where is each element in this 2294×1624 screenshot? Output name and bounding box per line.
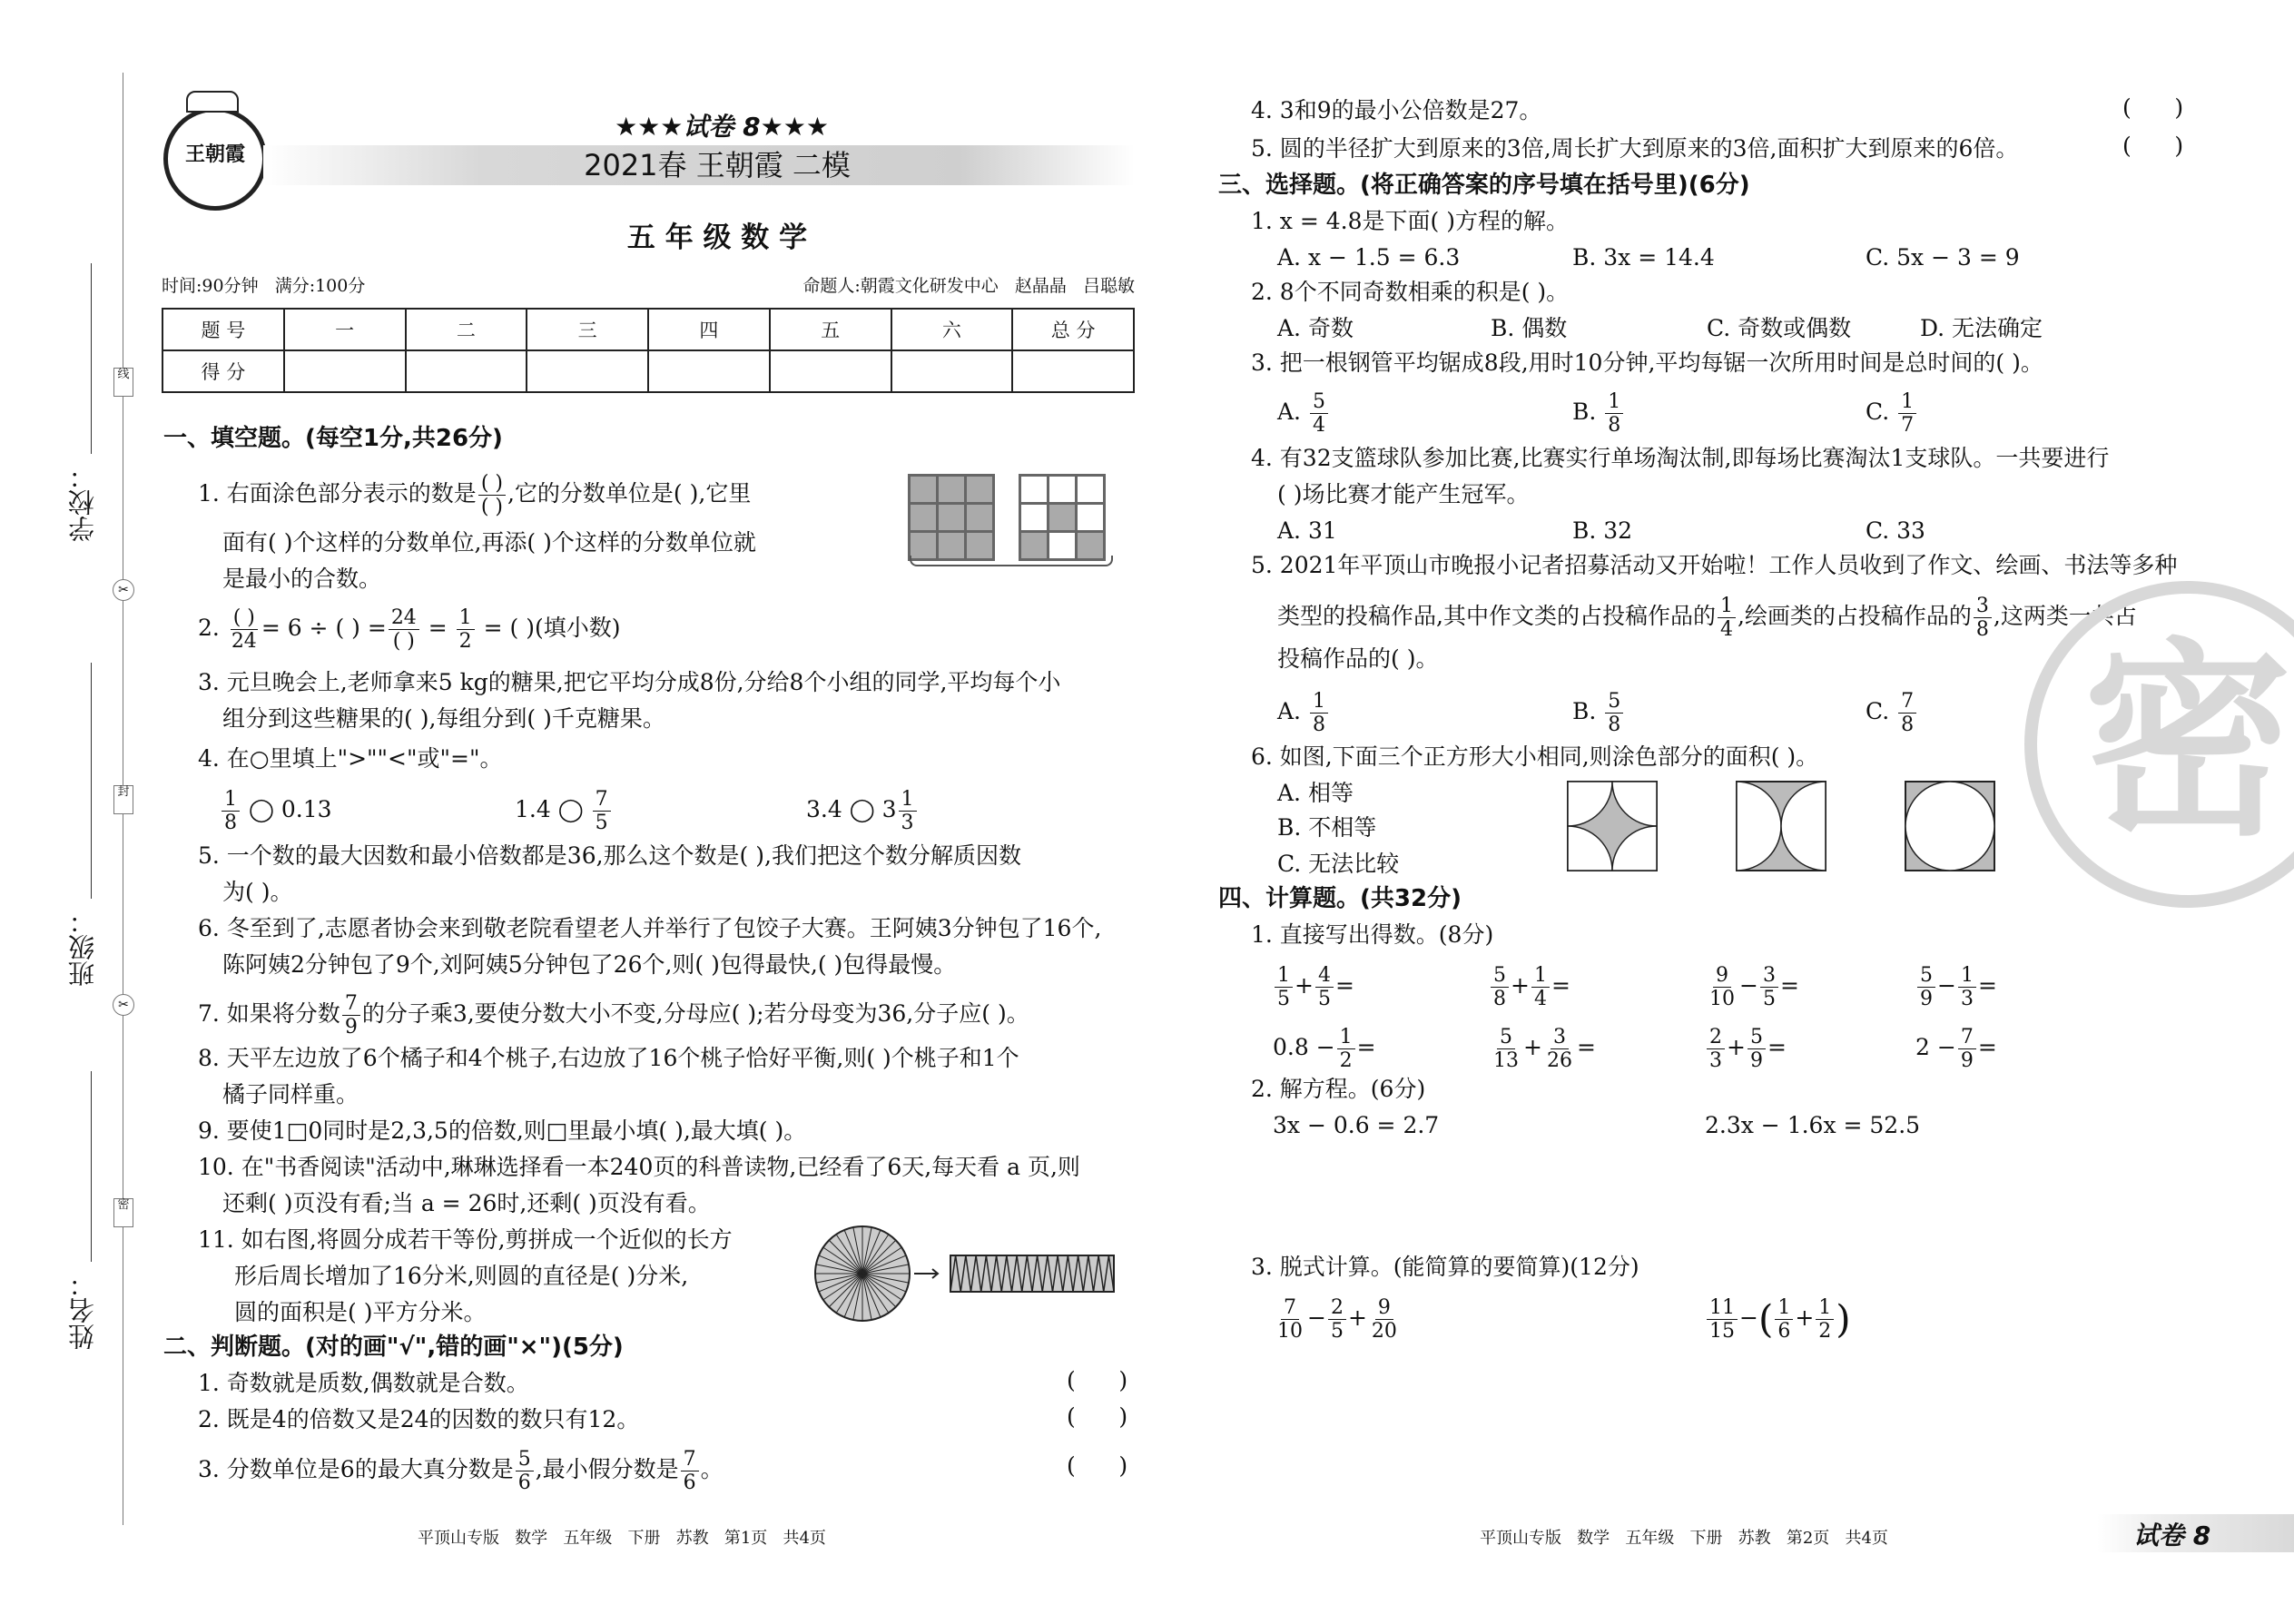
choice-2-d[interactable]: D. 无法确定	[1920, 315, 2043, 341]
score-cell: 三	[527, 309, 648, 350]
circle-to-rectangle-figure	[812, 1224, 1121, 1324]
square-figure-3	[1905, 781, 1995, 871]
score-input-cell[interactable]	[891, 350, 1013, 392]
choice-1: 1. x = 4.8是下面( )方程的解。	[1251, 208, 1569, 234]
compare-1[interactable]: $\frac{1}{8}$ ◯ 0.13	[220, 788, 332, 834]
shaded-grid-partial	[1019, 474, 1106, 561]
school-underline	[91, 263, 92, 454]
score-cell: 得 分	[162, 350, 284, 392]
crown-icon	[186, 91, 239, 113]
q1-text-a: 1. 右面涂色部分表示的数是	[198, 480, 477, 507]
choice-3-b[interactable]: B. $\frac{1}{8}$	[1572, 390, 1625, 437]
footer-right: 平顶山专版 数学 五年级 下册 苏教 第2页 共4页	[1480, 1529, 1888, 1548]
blank-fraction[interactable]: $\frac{( )}{24}$	[231, 606, 257, 653]
question-1-1-line3: 是最小的合数。	[222, 566, 382, 592]
calc-item[interactable]: $\frac{5}{8}$ + $\frac{1}{4}$ =	[1489, 964, 1570, 1010]
answer-paren[interactable]: ( )	[1067, 1452, 1128, 1479]
logo-text: 王朝霞	[184, 143, 245, 166]
score-cell: 四	[648, 309, 770, 350]
section-heading-4: 四、计算题。(共32分)	[1218, 885, 1462, 912]
section-heading-2: 二、判断题。(对的画"√",错的画"×")(5分)	[163, 1334, 624, 1361]
score-cell: 一	[284, 309, 406, 350]
calc-2-heading: 2. 解方程。(6分)	[1251, 1076, 1426, 1102]
calc-item[interactable]: $\frac{11}{15}$ −( $\frac{1}{6}$ + $\frac{1}{2}$ )	[1705, 1296, 1851, 1343]
choice-4: 4. 有32支篮球队参加比赛,比赛实行单场淘汰制,即每场比赛淘汰1支球队。一共要进行	[1251, 445, 2110, 471]
choice-5-b[interactable]: B. $\frac{5}{8}$	[1572, 690, 1625, 736]
question-1-4: 4. 在○里填上">""<"或"="。	[198, 745, 503, 772]
scissor-icon: ✂	[113, 994, 134, 1016]
school-label: 学校：	[67, 463, 98, 542]
score-cell: 六	[891, 309, 1013, 350]
q2-tail: ( )(填小数)	[509, 615, 621, 641]
choice-2: 2. 8个不同奇数相乘的积是( )。	[1251, 279, 1570, 305]
seal-seal-mark: 封	[113, 785, 133, 814]
calc-item[interactable]: 2 − $\frac{7}{9}$ =	[1915, 1026, 1997, 1072]
score-cell: 题 号	[162, 309, 284, 350]
question-1-8-line2: 橘子同样重。	[222, 1081, 359, 1107]
fraction-half: $\frac{1}{2}$	[457, 606, 475, 653]
score-input-cell[interactable]	[648, 350, 770, 392]
judge-1: 1. 奇数就是质数,偶数就是合数。	[198, 1370, 529, 1396]
exam-number: ★★★试卷 8★★★	[615, 112, 829, 142]
score-cell: 总 分	[1012, 309, 1134, 350]
judge-3: 3. 分数单位是6的最大真分数是 $\frac{5}{6}$ ,最小假分数是 $\frac{7}{6}$ 。	[198, 1448, 724, 1494]
subject-title: 五 年 级 数 学	[626, 221, 808, 254]
section-heading-3: 三、选择题。(将正确答案的序号填在括号里)(6分)	[1218, 172, 1750, 199]
calc-3-heading: 3. 脱式计算。(能简算的要简算)(12分)	[1251, 1254, 1639, 1280]
choice-5-a[interactable]: A. $\frac{1}{8}$	[1277, 690, 1330, 736]
answer-paren[interactable]: ( )	[2122, 133, 2184, 159]
choice-2-b[interactable]: B. 偶数	[1491, 315, 1568, 341]
question-1-7: 7. 如果将分数 $\frac{7}{9}$ 的分子乘3,要使分数大小不变,分母应( );若分母变为36,分子应( )。	[198, 992, 1029, 1038]
seal-line-mark: 线	[113, 368, 133, 397]
answer-paren[interactable]: ( )	[1067, 1367, 1128, 1393]
answer-paren[interactable]: ( )	[2122, 94, 2184, 121]
choice-4-c[interactable]: C. 33	[1866, 517, 1925, 544]
judge-2: 2. 既是4的倍数又是24的因数的数只有12。	[198, 1406, 640, 1432]
choice-5-line3: 投稿作品的( )。	[1277, 645, 1439, 672]
score-input-cell[interactable]	[406, 350, 527, 392]
name-label: 姓名：	[67, 1271, 98, 1350]
question-1-1-line2: 面有( )个这样的分数单位,再添( )个这样的分数单位就	[222, 529, 756, 556]
class-underline	[91, 663, 92, 899]
question-1-6: 6. 冬至到了,志愿者协会来到敬老院看望老人并举行了包饺子大赛。王阿姨3分钟包了16个,	[198, 915, 1102, 941]
name-underline	[91, 1071, 92, 1262]
choice-3-a[interactable]: A. $\frac{5}{4}$	[1277, 390, 1330, 437]
choice-3-c[interactable]: C. $\frac{1}{7}$	[1866, 390, 1918, 437]
score-cell: 二	[406, 309, 527, 350]
fraction-24[interactable]: $\frac{24}{( )}$	[389, 606, 419, 653]
seal-secret-mark: 密	[113, 1198, 133, 1227]
judge-4: 4. 3和9的最小公倍数是27。	[1251, 97, 1542, 123]
choice-4-line2: ( )场比赛才能产生冠军。	[1277, 481, 1530, 507]
square-figure-2	[1736, 781, 1826, 871]
question-1-3-line2: 组分到这些糖果的( ),每组分到( )千克糖果。	[222, 705, 665, 732]
footer-left: 平顶山专版 数学 五年级 下册 苏教 第1页 共4页	[418, 1529, 826, 1548]
score-input-cell[interactable]	[527, 350, 648, 392]
question-1-8: 8. 天平左边放了6个橘子和4个桃子,右边放了16个桃子恰好平衡,则( )个桃子和1个	[198, 1045, 1019, 1071]
exam-title: 2021春 王朝霞 二模	[584, 148, 851, 182]
exam-tag-label: 试卷 8	[2133, 1521, 2211, 1550]
choice-6-a[interactable]: A. 相等	[1277, 780, 1354, 806]
question-1-2: 2. $\frac{( )}{24}$ = 6 ÷ ( ) = $\frac{24}{( )}$ = $\frac{1}{2}$ = ( )(填小数)	[198, 606, 621, 653]
score-table-header-row	[162, 309, 1134, 350]
judge-5: 5. 圆的半径扩大到原来的3倍,周长扩大到原来的3倍,面积扩大到原来的6倍。	[1251, 135, 2019, 162]
section-heading-1: 一、填空题。(每空1分,共26分)	[163, 425, 503, 452]
calc-item[interactable]: $\frac{7}{10}$ − $\frac{2}{5}$ + $\frac{9}{20}$	[1277, 1296, 1397, 1343]
logo	[163, 107, 267, 211]
score-input-cell[interactable]	[1012, 350, 1134, 392]
calc-item[interactable]: 0.8 − $\frac{1}{2}$ =	[1273, 1026, 1376, 1072]
scissor-icon: ✂	[113, 579, 134, 601]
choice-2-c[interactable]: C. 奇数或偶数	[1707, 315, 1852, 341]
question-1-11-line2: 形后周长增加了16分米,则圆的直径是( )分米,	[234, 1263, 689, 1289]
brace	[910, 556, 1113, 566]
choice-4-b[interactable]: B. 32	[1572, 517, 1633, 544]
choice-1-a[interactable]: A. x − 1.5 = 6.3	[1277, 244, 1461, 271]
choice-5-line2: 类型的投稿作品,其中作文类的占投稿作品的 $\frac{1}{4}$ ,绘画类的占投稿作品的 $\frac{3}{8}$ ,这两类一共占	[1277, 595, 2137, 641]
q2-eq: = 6 ÷ ( ) =	[261, 615, 387, 641]
choice-1-c[interactable]: C. 5x − 3 = 9	[1866, 244, 2020, 271]
shaded-grid-full	[908, 474, 995, 561]
secret-stamp-watermark: 密	[2024, 581, 2294, 908]
choice-6-c[interactable]: C. 无法比较	[1277, 851, 1400, 877]
question-1-11: 11. 如右图,将圆分成若干等份,剪拼成一个近似的长方	[198, 1226, 733, 1253]
question-1-11-line3: 圆的面积是( )平方分米。	[234, 1299, 487, 1325]
choice-6: 6. 如图,下面三个正方形大小相同,则涂色部分的面积( )。	[1251, 743, 1819, 770]
choice-6-b[interactable]: B. 不相等	[1277, 814, 1377, 841]
calc-item[interactable]: $\frac{9}{10}$ − $\frac{3}{5}$ =	[1709, 964, 1799, 1010]
calc-item[interactable]: $\frac{5}{9}$ − $\frac{1}{3}$ =	[1915, 964, 1997, 1010]
calc-item[interactable]: $\frac{1}{5}$ + $\frac{4}{5}$ =	[1273, 964, 1354, 1010]
question-1-5: 5. 一个数的最大因数和最小倍数都是36,那么这个数是( ),我们把这个数分解质因数	[198, 842, 1021, 869]
question-1-10-line2: 还剩( )页没有看;当 a = 26时,还剩( )页没有看。	[222, 1190, 711, 1216]
choice-5-c[interactable]: C. $\frac{7}{8}$	[1866, 690, 1918, 736]
compare-2[interactable]: 1.4 ◯ $\frac{7}{5}$	[515, 788, 613, 834]
question-1-10: 10. 在"书香阅读"活动中,琳琳选择看一本240页的科普读物,已经看了6天,每天看 a 页,则	[198, 1154, 1080, 1180]
blank-fraction[interactable]: $\frac{( )}{( )}$	[478, 472, 506, 518]
choice-5: 5. 2021年平顶山市晚报小记者招募活动又开始啦！工作人员收到了作文、绘画、书法等多种	[1251, 552, 2178, 578]
score-input-cell[interactable]	[770, 350, 891, 392]
question-1-5-line2: 为( )。	[222, 879, 293, 905]
choice-3: 3. 把一根钢管平均锯成8段,用时10分钟,平均每锯一次所用时间是总时间的( )。	[1251, 349, 2043, 376]
calc-1-heading: 1. 直接写出得数。(8分)	[1251, 921, 1494, 948]
score-table	[162, 308, 1135, 393]
question-1-6-line2: 陈阿姨2分钟包了9个,刘阿姨5分钟包了26个,则( )包得最快,( )包得最慢。	[222, 951, 957, 978]
class-label: 班级：	[67, 908, 98, 987]
score-input-cell[interactable]	[284, 350, 406, 392]
choice-4-a[interactable]: A. 31	[1277, 517, 1337, 544]
compare-3[interactable]: 3.4 ◯ 3 $\frac{1}{3}$	[806, 788, 919, 834]
calc-item[interactable]: $\frac{2}{3}$ + $\frac{5}{9}$ =	[1705, 1026, 1787, 1072]
question-1-9: 9. 要使1□0同时是2,3,5的倍数,则□里最小填( ),最大填( )。	[198, 1117, 807, 1144]
answer-paren[interactable]: ( )	[1067, 1403, 1128, 1430]
score-cell: 五	[770, 309, 891, 350]
authors: 命题人:朝霞文化研发中心 赵晶晶 吕聪敏	[802, 276, 1135, 296]
fraction-7-9: $\frac{7}{9}$	[342, 992, 360, 1038]
equation-2[interactable]: 2.3x − 1.6x = 52.5	[1705, 1112, 1921, 1138]
question-1-1	[198, 472, 751, 518]
calc-item[interactable]: $\frac{5}{13}$ + $\frac{3}{26}$ =	[1493, 1026, 1596, 1072]
score-table-score-row	[162, 350, 1134, 392]
equation-1[interactable]: 3x − 0.6 = 2.7	[1273, 1112, 1440, 1138]
square-figure-1	[1567, 781, 1658, 871]
q1-text-b: ,它的分数单位是( ),它里	[507, 480, 752, 507]
choice-1-b[interactable]: B. 3x = 14.4	[1572, 244, 1715, 271]
time-score: 时间:90分钟 满分:100分	[162, 276, 366, 296]
choice-2-a[interactable]: A. 奇数	[1277, 315, 1354, 341]
question-1-3: 3. 元旦晚会上,老师拿来5 kg的糖果,把它平均分成8份,分给8个小组的同学,平均每个小	[198, 669, 1061, 695]
